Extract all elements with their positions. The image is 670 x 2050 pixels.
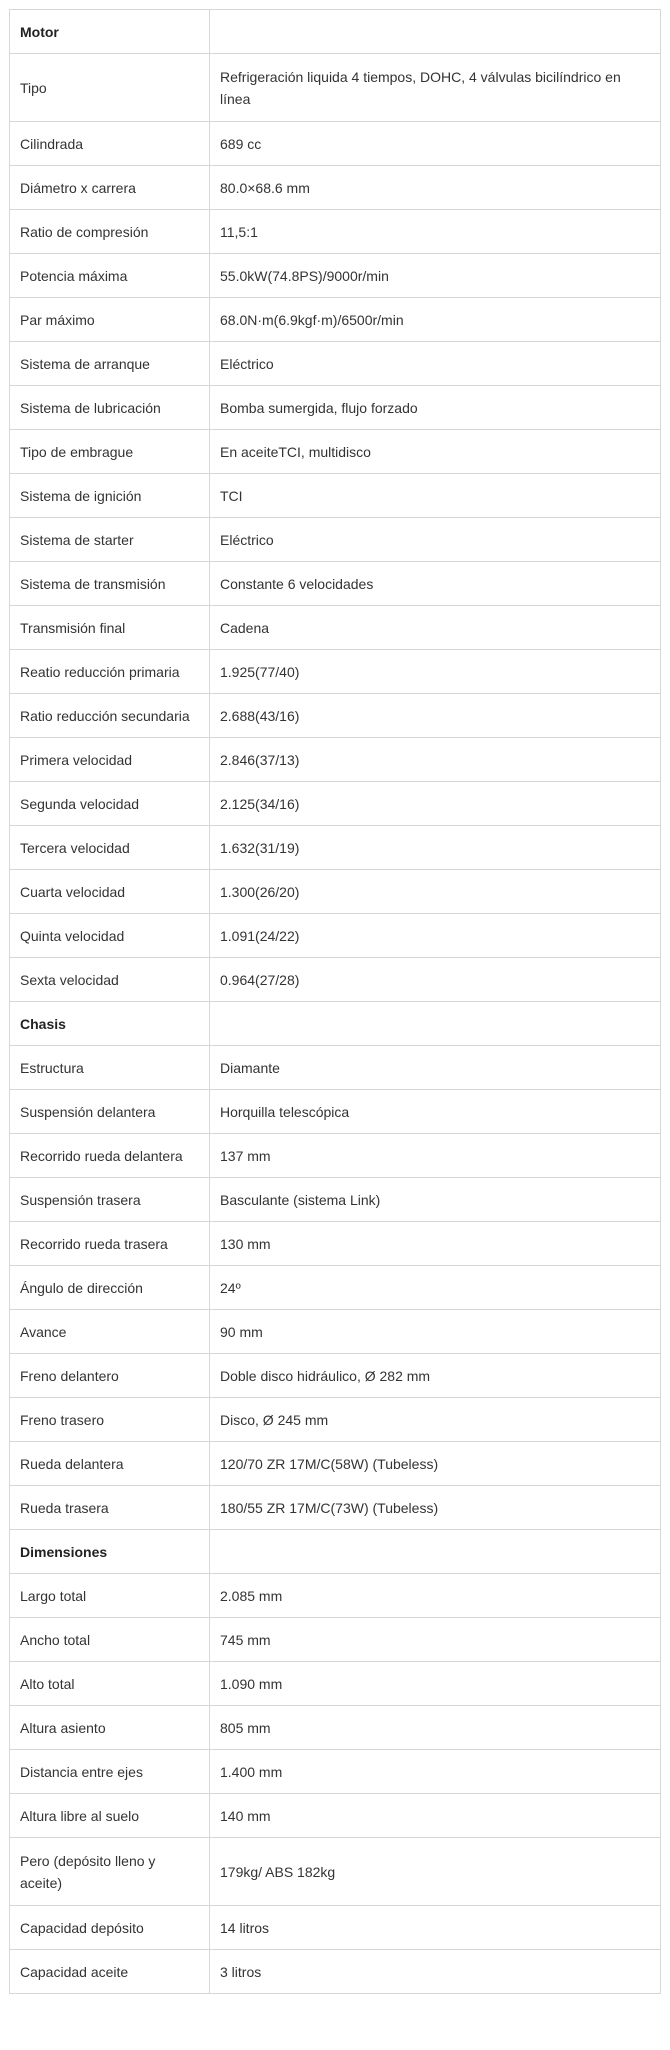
table-row	[10, 826, 661, 870]
spec-value: Constante 6 velocidades	[210, 562, 661, 606]
spec-label: Distancia entre ejes	[10, 1750, 210, 1794]
spec-label: Par máximo	[10, 298, 210, 342]
spec-value: 0.964(27/28)	[210, 958, 661, 1002]
spec-label: Tercera velocidad	[10, 826, 210, 870]
spec-value: Diamante	[210, 1046, 661, 1090]
section-header-row	[10, 10, 661, 54]
table-row	[10, 1222, 661, 1266]
spec-value: 130 mm	[210, 1222, 661, 1266]
section-header-row	[10, 1530, 661, 1574]
table-row	[10, 298, 661, 342]
table-row	[10, 1750, 661, 1794]
table-row	[10, 54, 661, 122]
spec-value: TCI	[210, 474, 661, 518]
spec-value: 11,5:1	[210, 210, 661, 254]
spec-value: Eléctrico	[210, 518, 661, 562]
spec-label: Potencia máxima	[10, 254, 210, 298]
spec-value: 2.846(37/13)	[210, 738, 661, 782]
spec-label: Cilindrada	[10, 122, 210, 166]
spec-value: 2.085 mm	[210, 1574, 661, 1618]
spec-value: Cadena	[210, 606, 661, 650]
table-row	[10, 1486, 661, 1530]
table-row	[10, 518, 661, 562]
spec-value: 1.300(26/20)	[210, 870, 661, 914]
table-row	[10, 1706, 661, 1750]
spec-label: Transmisión final	[10, 606, 210, 650]
table-row	[10, 1046, 661, 1090]
spec-label: Tipo	[10, 54, 210, 122]
table-row	[10, 1178, 661, 1222]
spec-value: 1.091(24/22)	[210, 914, 661, 958]
section-title: Motor	[10, 10, 210, 54]
spec-label: Rueda trasera	[10, 1486, 210, 1530]
table-row	[10, 122, 661, 166]
spec-label: Freno trasero	[10, 1398, 210, 1442]
table-row	[10, 1134, 661, 1178]
table-row	[10, 1618, 661, 1662]
spec-table	[9, 9, 661, 1994]
section-empty-cell	[210, 1002, 661, 1046]
spec-label: Tipo de embrague	[10, 430, 210, 474]
table-row	[10, 650, 661, 694]
spec-label: Altura libre al suelo	[10, 1794, 210, 1838]
spec-label: Estructura	[10, 1046, 210, 1090]
spec-value: En aceiteTCI, multidisco	[210, 430, 661, 474]
table-row	[10, 1442, 661, 1486]
table-row	[10, 606, 661, 650]
spec-label: Altura asiento	[10, 1706, 210, 1750]
table-row	[10, 386, 661, 430]
spec-label: Capacidad aceite	[10, 1950, 210, 1994]
spec-value: 120/70 ZR 17M/C(58W) (Tubeless)	[210, 1442, 661, 1486]
spec-table-body	[10, 10, 661, 1994]
table-row	[10, 342, 661, 386]
spec-value: 1.925(77/40)	[210, 650, 661, 694]
table-row	[10, 958, 661, 1002]
table-row	[10, 430, 661, 474]
spec-label: Ratio de compresión	[10, 210, 210, 254]
spec-label: Pero (depósito lleno y aceite)	[10, 1838, 210, 1906]
section-header-row	[10, 1002, 661, 1046]
spec-value: 2.688(43/16)	[210, 694, 661, 738]
spec-value: 805 mm	[210, 1706, 661, 1750]
spec-label: Diámetro x carrera	[10, 166, 210, 210]
spec-label: Freno delantero	[10, 1354, 210, 1398]
table-row	[10, 1838, 661, 1906]
table-row	[10, 1950, 661, 1994]
spec-value: Horquilla telescópica	[210, 1090, 661, 1134]
table-row	[10, 254, 661, 298]
spec-value: 745 mm	[210, 1618, 661, 1662]
spec-label: Cuarta velocidad	[10, 870, 210, 914]
spec-label: Segunda velocidad	[10, 782, 210, 826]
spec-label: Suspensión trasera	[10, 1178, 210, 1222]
spec-label: Sistema de ignición	[10, 474, 210, 518]
spec-label: Ancho total	[10, 1618, 210, 1662]
spec-value: 1.632(31/19)	[210, 826, 661, 870]
spec-value: 3 litros	[210, 1950, 661, 1994]
table-row	[10, 914, 661, 958]
spec-label: Ratio reducción secundaria	[10, 694, 210, 738]
spec-value: Basculante (sistema Link)	[210, 1178, 661, 1222]
spec-value: Eléctrico	[210, 342, 661, 386]
table-row	[10, 1794, 661, 1838]
spec-value: 2.125(34/16)	[210, 782, 661, 826]
spec-label: Ángulo de dirección	[10, 1266, 210, 1310]
spec-value: Doble disco hidráulico, Ø 282 mm	[210, 1354, 661, 1398]
spec-label: Sistema de transmisión	[10, 562, 210, 606]
table-row	[10, 1266, 661, 1310]
spec-value: 90 mm	[210, 1310, 661, 1354]
spec-label: Quinta velocidad	[10, 914, 210, 958]
spec-label: Capacidad depósito	[10, 1906, 210, 1950]
table-row	[10, 1090, 661, 1134]
table-row	[10, 166, 661, 210]
spec-value: 1.400 mm	[210, 1750, 661, 1794]
spec-value: Refrigeración liquida 4 tiempos, DOHC, 4 válvulas bicilíndrico en línea	[210, 54, 661, 122]
spec-label: Reatio reducción primaria	[10, 650, 210, 694]
table-row	[10, 1906, 661, 1950]
spec-label: Sistema de lubricación	[10, 386, 210, 430]
spec-label: Sexta velocidad	[10, 958, 210, 1002]
table-row	[10, 870, 661, 914]
spec-label: Suspensión delantera	[10, 1090, 210, 1134]
section-title: Chasis	[10, 1002, 210, 1046]
table-row	[10, 1574, 661, 1618]
spec-label: Sistema de arranque	[10, 342, 210, 386]
spec-label: Recorrido rueda trasera	[10, 1222, 210, 1266]
table-row	[10, 1354, 661, 1398]
spec-value: Disco, Ø 245 mm	[210, 1398, 661, 1442]
spec-label: Avance	[10, 1310, 210, 1354]
spec-value: 179kg/ ABS 182kg	[210, 1838, 661, 1906]
spec-label: Recorrido rueda delantera	[10, 1134, 210, 1178]
table-row	[10, 738, 661, 782]
spec-value: 140 mm	[210, 1794, 661, 1838]
table-row	[10, 562, 661, 606]
table-row	[10, 474, 661, 518]
table-row	[10, 1398, 661, 1442]
spec-value: 689 cc	[210, 122, 661, 166]
spec-value: 137 mm	[210, 1134, 661, 1178]
spec-label: Primera velocidad	[10, 738, 210, 782]
spec-label: Rueda delantera	[10, 1442, 210, 1486]
table-row	[10, 1662, 661, 1706]
spec-label: Sistema de starter	[10, 518, 210, 562]
spec-value: 14 litros	[210, 1906, 661, 1950]
section-empty-cell	[210, 10, 661, 54]
table-row	[10, 1310, 661, 1354]
spec-value: 1.090 mm	[210, 1662, 661, 1706]
spec-value: 24º	[210, 1266, 661, 1310]
spec-label: Largo total	[10, 1574, 210, 1618]
spec-value: Bomba sumergida, flujo forzado	[210, 386, 661, 430]
spec-label: Alto total	[10, 1662, 210, 1706]
table-row	[10, 782, 661, 826]
spec-value: 180/55 ZR 17M/C(73W) (Tubeless)	[210, 1486, 661, 1530]
spec-table-container	[9, 9, 660, 1994]
table-row	[10, 210, 661, 254]
section-empty-cell	[210, 1530, 661, 1574]
table-row	[10, 694, 661, 738]
spec-value: 80.0×68.6 mm	[210, 166, 661, 210]
spec-value: 55.0kW(74.8PS)/9000r/min	[210, 254, 661, 298]
spec-value: 68.0N·m(6.9kgf·m)/6500r/min	[210, 298, 661, 342]
section-title: Dimensiones	[10, 1530, 210, 1574]
